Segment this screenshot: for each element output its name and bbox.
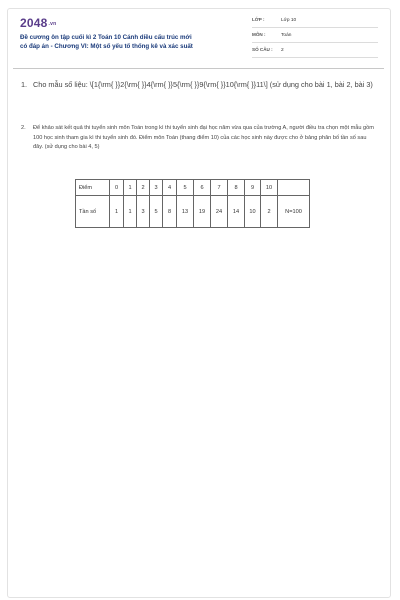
table-cell [278, 180, 310, 196]
table-cell: 5 [150, 196, 163, 228]
table-cell: 13 [177, 196, 194, 228]
header-divider [13, 68, 384, 69]
table-cell: 2 [137, 180, 150, 196]
question-2 [21, 124, 377, 153]
table-cell: 10 [261, 180, 278, 196]
class-value: Lớp 10 [281, 18, 297, 23]
table-cell: 1 [124, 196, 137, 228]
table-cell: N=100 [278, 196, 310, 228]
table-row-header: Điểm [76, 180, 110, 196]
title-line-1: Đề cương ôn tập cuối kì 2 Toán 10 Cánh diều cấu trúc mới [20, 34, 192, 41]
table-cell: 7 [211, 180, 228, 196]
question-1 [21, 80, 377, 90]
meta-divider [252, 57, 378, 58]
question-text: Cho mẫu số liệu: \[1{\rm{ }}2{\rm{ }}4{\rm{ }}5{\rm{ }}9{\rm{ }}10{\rm{ }}11\] (sử dụng cho bài 1, bài 2, bài 3) [33, 80, 373, 89]
table-cell: 1 [110, 196, 124, 228]
table-cell: 8 [228, 180, 245, 196]
document-title [20, 33, 240, 51]
question-number: 1. [21, 80, 28, 89]
table-cell: 5 [177, 180, 194, 196]
frequency-table [75, 179, 310, 228]
count-meta [252, 47, 284, 53]
question-text: Để khảo sát kết quả thi tuyển sinh môn Toán trong kì thi tuyển sinh đại học năm vừa qua của trường A, người điều tra chọn một mẫu gồm 100 học sinh tham gia kì thi tuyển sinh đó. Điểm môn Toán (thang điểm 10) của các học sinh này được cho ở bảng phân bố tần số sau đây. (sử dụng cho bài 4, 5) [33, 125, 374, 150]
table-cell: 6 [194, 180, 211, 196]
table-row-header: Tần số [76, 196, 110, 228]
table-cell: 3 [137, 196, 150, 228]
class-label: LỚP : [252, 17, 265, 22]
table-cell: 1 [124, 180, 137, 196]
table-cell: 0 [110, 180, 124, 196]
meta-divider [252, 27, 378, 28]
logo-text: 2048 [20, 16, 48, 30]
count-value: 2 [281, 48, 284, 53]
meta-divider [252, 42, 378, 43]
site-logo[interactable] [20, 16, 56, 30]
table-cell: 2 [261, 196, 278, 228]
subject-label: MÔN : [252, 32, 266, 37]
table-row [76, 180, 310, 196]
subject-meta [252, 32, 291, 38]
document-page [7, 8, 391, 598]
table-row [76, 196, 310, 228]
title-line-2: có đáp án - Chương VI: Một số yếu tố thống kê và xác suất [20, 43, 193, 50]
table-cell: 4 [163, 180, 177, 196]
table-cell: 19 [194, 196, 211, 228]
table-cell: 9 [245, 180, 261, 196]
class-meta [252, 17, 296, 23]
count-label: SỐ CÂU : [252, 47, 273, 52]
table-cell: 14 [228, 196, 245, 228]
table-cell: 10 [245, 196, 261, 228]
logo-suffix: .vn [48, 20, 57, 27]
subject-value: Toán [281, 33, 292, 38]
table-cell: 8 [163, 196, 177, 228]
table-cell: 3 [150, 180, 163, 196]
table-cell: 24 [211, 196, 228, 228]
question-number: 2. [21, 125, 26, 131]
